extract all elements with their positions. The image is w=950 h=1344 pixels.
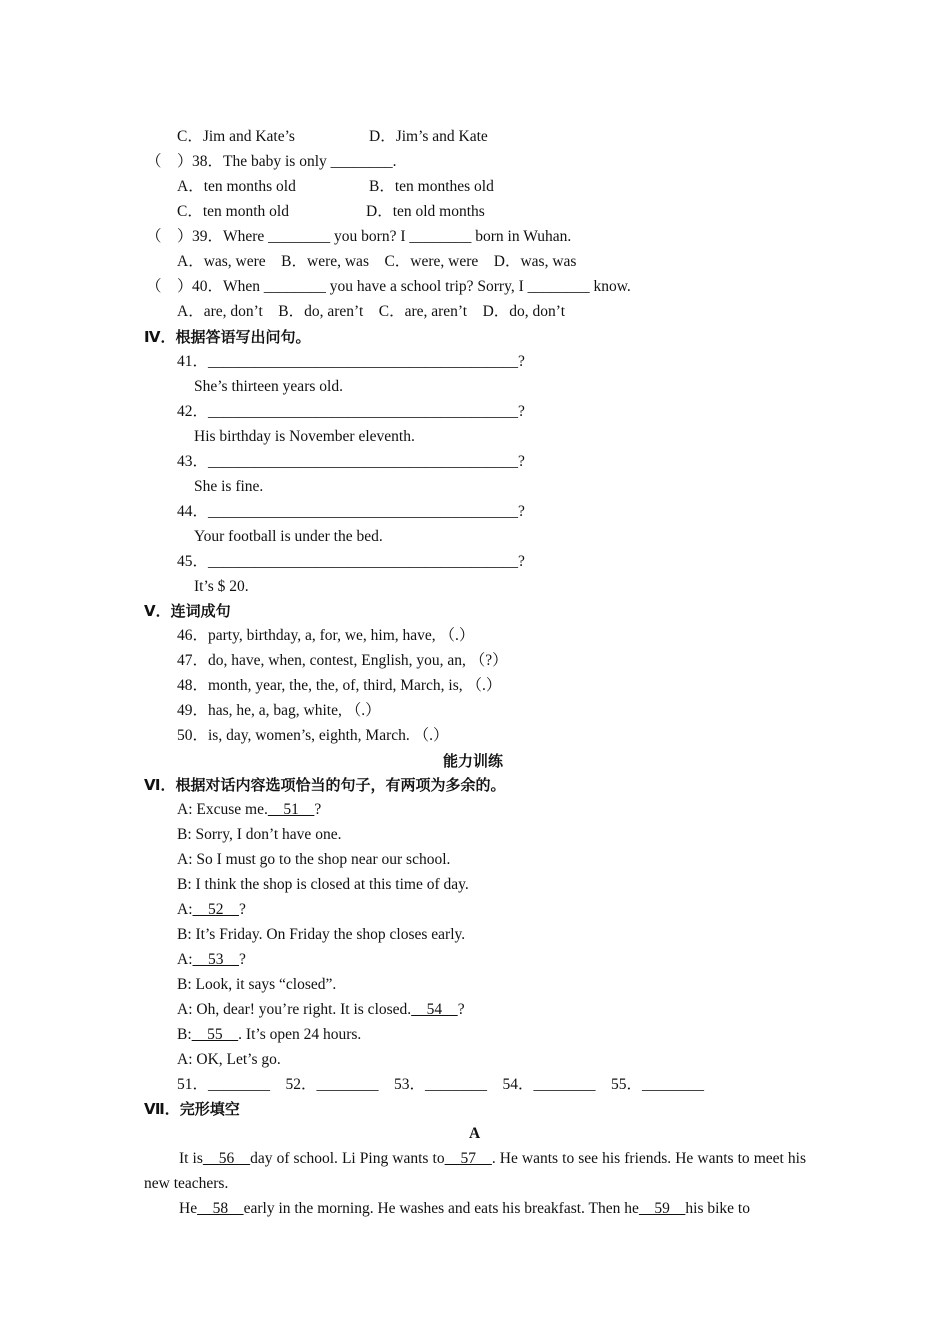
dialog-line-8: B: Look, it says “closed”.	[177, 976, 337, 993]
q37-option-c: C．Jim and Kate’s	[177, 128, 295, 145]
q40-options: A．are, don’t B．do, aren’t C．are, aren’t D．do, don’t	[177, 303, 565, 320]
p2-text-1: He	[179, 1200, 198, 1217]
dialog-line-4: B: I think the shop is closed at this time of day.	[177, 876, 469, 893]
passage-a-heading: A	[469, 1125, 481, 1142]
section-6-heading: Ⅵ．根据对话内容选项恰当的句子，有两项为多余的。	[144, 776, 506, 794]
blank-53[interactable]: 53	[192, 951, 240, 968]
q47-words: 47．do, have, when, contest, English, you, an, （?）	[177, 652, 508, 669]
dialog-line-11: A: OK, Let’s go.	[177, 1051, 281, 1068]
dialog-line-1	[177, 800, 321, 820]
q39-options: A．was, were B．were, was C．were, were D．was, was	[177, 253, 577, 270]
blank-58[interactable]: 58	[197, 1200, 244, 1217]
q40-stem: 40．When ________ you have a school trip? Sorry, I ________ know.	[192, 278, 631, 295]
q40-answer-bracket[interactable]: （ ）	[146, 278, 193, 295]
q46-words: 46．party, birthday, a, for, we, him, have, （.）	[177, 627, 475, 644]
q43-answer: She is fine.	[194, 478, 264, 495]
q38-stem: 38．The baby is only ________.	[192, 153, 397, 170]
section-4-heading: Ⅳ．根据答语写出问句。	[144, 328, 311, 346]
q49-words: 49．has, he, a, bag, white, （.）	[177, 702, 381, 719]
dialog-line-7-text: A:	[177, 951, 193, 968]
q39-answer-bracket[interactable]: （ ）	[146, 228, 193, 245]
q37-option-d: D．Jim’s and Kate	[369, 128, 488, 145]
passage-paragraph-2	[144, 1196, 806, 1221]
p1-text-1: It is	[179, 1150, 203, 1167]
dialog-line-10-end: . It’s open 24 hours.	[238, 1026, 362, 1043]
dialog-line-7	[177, 950, 246, 970]
dialog-line-5-text: A:	[177, 901, 193, 918]
q45-answer: It’s $ 20.	[194, 578, 249, 595]
blank-51[interactable]: 51	[267, 801, 315, 818]
blank-52[interactable]: 52	[192, 901, 240, 918]
dialog-line-1-end: ?	[314, 801, 322, 818]
q44-blank-line[interactable]: 44．________________________________________?	[177, 503, 525, 520]
q48-words: 48．month, year, the, the, of, third, March, is, （.）	[177, 677, 502, 694]
section-5-heading: Ⅴ．连词成句	[144, 602, 231, 620]
dialog-line-3: A: So I must go to the shop near our school.	[177, 851, 451, 868]
blank-57[interactable]: 57	[444, 1150, 492, 1167]
blank-55[interactable]: 55	[191, 1026, 239, 1043]
dialog-line-6: B: It’s Friday. On Friday the shop closes early.	[177, 926, 466, 943]
q38-option-d: D．ten old months	[366, 203, 485, 220]
q45-blank-line[interactable]: 45．________________________________________?	[177, 553, 525, 570]
q41-blank-line[interactable]: 41．________________________________________?	[177, 353, 525, 370]
q44-answer: Your football is under the bed.	[194, 528, 383, 545]
q38-option-c: C．ten month old	[177, 203, 289, 220]
dialog-line-1-text: A: Excuse me.	[177, 801, 268, 818]
q38-answer-bracket[interactable]: （ ）	[146, 153, 193, 170]
q50-words: 50．is, day, women’s, eighth, March. （.）	[177, 727, 449, 744]
training-heading: 能力训练	[443, 752, 504, 770]
q42-answer: His birthday is November eleventh.	[194, 428, 415, 445]
dialog-line-10-text: B:	[177, 1026, 192, 1043]
answer-blanks-51-55[interactable]: 51．________ 52．________ 53．________ 54．________ 55．________	[177, 1076, 705, 1093]
p1-text-3: . He wants to see his friends. He wants to meet his new teachers.	[144, 1150, 806, 1192]
blank-54[interactable]: 54	[411, 1001, 458, 1018]
q38-option-a: A．ten months old	[177, 178, 296, 195]
p2-text-3: his bike to	[685, 1200, 750, 1217]
dialog-line-9	[177, 1000, 465, 1020]
p2-text-2: early in the morning. He washes and eats his breakfast. Then he	[243, 1200, 639, 1217]
p1-text-2: day of school. Li Ping wants to	[250, 1150, 445, 1167]
dialog-line-10	[177, 1025, 361, 1045]
dialog-line-2: B: Sorry, I don’t have one.	[177, 826, 342, 843]
q41-answer: She’s thirteen years old.	[194, 378, 343, 395]
dialog-line-5-end: ?	[239, 901, 246, 918]
passage-paragraph-1	[144, 1146, 806, 1196]
section-7-heading: Ⅶ．完形填空	[144, 1100, 240, 1118]
q42-blank-line[interactable]: 42．________________________________________?	[177, 403, 525, 420]
q43-blank-line[interactable]: 43．________________________________________?	[177, 453, 525, 470]
dialog-line-7-end: ?	[239, 951, 246, 968]
q38-option-b: B．ten monthes old	[369, 178, 494, 195]
dialog-line-5	[177, 900, 246, 920]
blank-59[interactable]: 59	[638, 1200, 686, 1217]
q39-stem: 39．Where ________ you born? I ________ born in Wuhan.	[192, 228, 572, 245]
blank-56[interactable]: 56	[202, 1150, 251, 1167]
dialog-line-9-end: ?	[457, 1001, 465, 1018]
dialog-line-9-text: A: Oh, dear! you’re right. It is closed.	[177, 1001, 412, 1018]
